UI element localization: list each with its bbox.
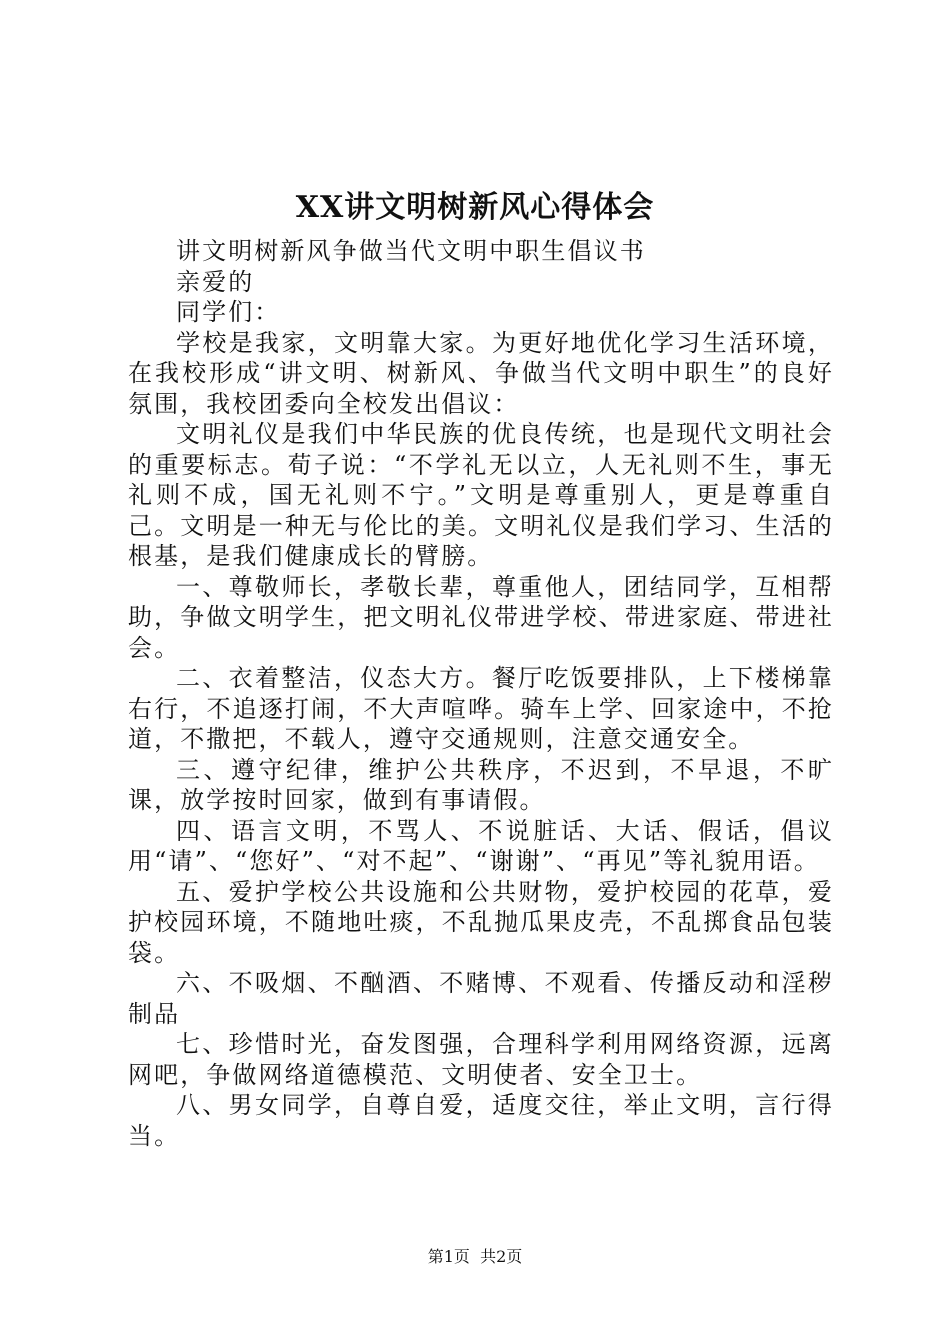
paragraph: 五、爱护学校公共设施和公共财物，爱护校园的花草，爱护校园环境，不随地吐痰，不乱抛瓜果皮壳，不乱掷食品包装袋。 bbox=[128, 877, 834, 967]
paragraph: 六、不吸烟、不酗酒、不赌博、不观看、传播反动和淫秽制品 bbox=[128, 969, 834, 1028]
paragraph: 三、遵守纪律，维护公共秩序，不迟到，不早退，不旷课，放学按时回家，做到有事请假。 bbox=[128, 755, 834, 814]
paragraph: 文明礼仪是我们中华民族的优良传统，也是现代文明社会的重要标志。荀子说：“不学礼无以立，人无礼则不生，事无礼则不成，国无礼则不宁。”文明是尊重别人，更是尊重自己。文明是一种无与伦比的美。文明礼仪是我们学习、生活的根基，是我们健康成长的臂膀。 bbox=[128, 420, 834, 570]
paragraph: 七、珍惜时光，奋发图强，合理科学利用网络资源，远离网吧，争做网络道德模范、文明使者、安全卫士。 bbox=[128, 1030, 834, 1089]
page-footer bbox=[0, 1245, 950, 1269]
document-body bbox=[128, 236, 834, 1151]
paragraph: 学校是我家，文明靠大家。为更好地优化学习生活环境，在我校形成“讲文明、树新风、争做当代文明中职生”的良好氛围，我校团委向全校发出倡议： bbox=[128, 328, 834, 418]
paragraph: 二、衣着整洁，仪态大方。餐厅吃饭要排队，上下楼梯靠右行，不追逐打闹，不大声喧哗。骑车上学、回家途中，不抢道，不撒把，不载人，遵守交通规则，注意交通安全。 bbox=[128, 664, 834, 753]
paragraph: 亲爱的 bbox=[176, 267, 255, 296]
document-title: XX讲文明树新风心得体会 bbox=[295, 190, 655, 225]
paragraph: 讲文明树新风争做当代文明中职生倡议书 bbox=[176, 237, 646, 265]
page-number: 第1页 共2页 bbox=[427, 1247, 523, 1266]
paragraph: 四、语言文明，不骂人、不说脏话、大话、假话，倡议用“请”、“您好”、“对不起”、“谢谢”、“再见”等礼貌用语。 bbox=[128, 816, 834, 875]
paragraph: 同学们： bbox=[176, 298, 281, 326]
paragraph: 八、男女同学，自尊自爱，适度交往，举止文明，言行得当。 bbox=[128, 1091, 834, 1150]
paragraph: 一、尊敬师长，孝敬长辈，尊重他人，团结同学，互相帮助，争做文明学生，把文明礼仪带进学校、带进家庭、带进社会。 bbox=[128, 572, 834, 662]
